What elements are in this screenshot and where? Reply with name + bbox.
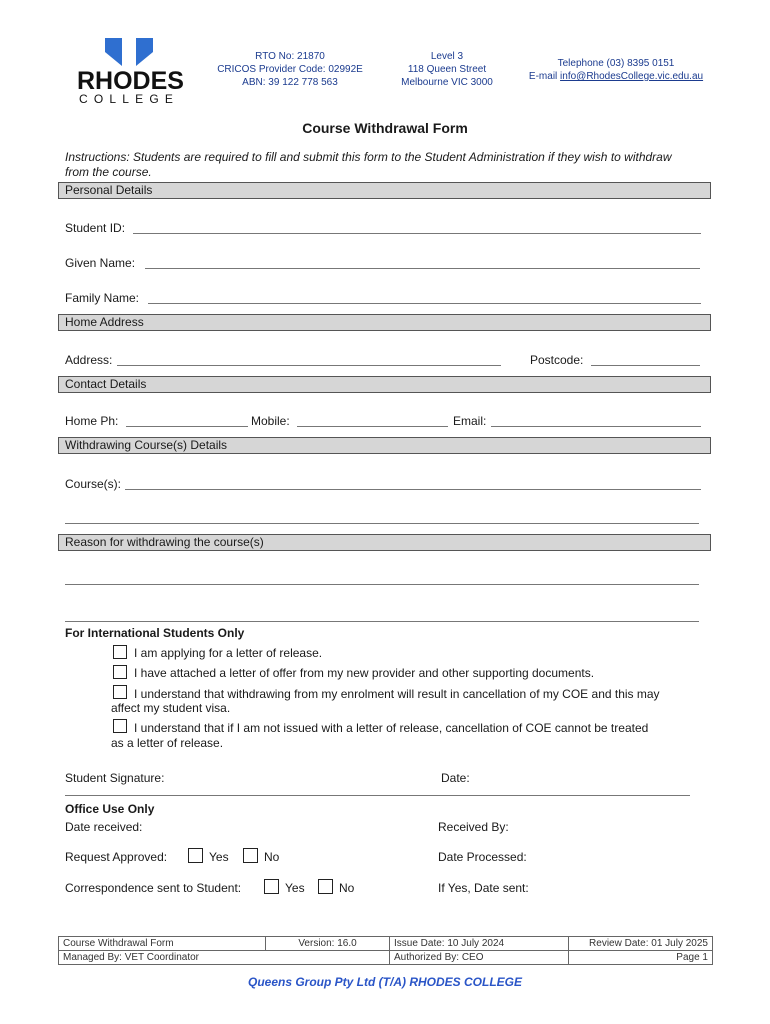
postcode-field[interactable] bbox=[591, 365, 700, 366]
mobile-field[interactable] bbox=[297, 426, 448, 427]
email-label: E-mail bbox=[528, 71, 561, 82]
signature-date-label: Date: bbox=[441, 771, 470, 785]
managed-by-cell: Managed By: VET Coordinator bbox=[59, 951, 390, 965]
option-coe-cancellation-cont: affect my student visa. bbox=[111, 701, 231, 715]
form-name-cell: Course Withdrawal Form bbox=[59, 937, 266, 951]
given-name-label: Given Name: bbox=[65, 256, 136, 270]
header-address bbox=[387, 50, 507, 89]
table-row bbox=[59, 951, 713, 965]
section-reason: Reason for withdrawing the course(s) bbox=[58, 534, 711, 551]
checkbox-coe-cancellation[interactable] bbox=[113, 685, 127, 699]
email-field[interactable] bbox=[491, 426, 701, 427]
logo-wordmark: RHODES bbox=[77, 67, 184, 95]
option-letter-of-release: I am applying for a letter of release. bbox=[134, 646, 323, 660]
option-no-letter-of-release-cont: as a letter of release. bbox=[111, 736, 224, 750]
approved-no-label: No bbox=[264, 850, 280, 864]
logo-mark-icon bbox=[102, 36, 158, 70]
correspondence-yes-label: Yes bbox=[285, 881, 305, 895]
section-home-address: Home Address bbox=[58, 314, 711, 331]
table-row bbox=[59, 937, 713, 951]
email-label: Email: bbox=[453, 414, 487, 428]
email-line bbox=[516, 70, 716, 83]
international-heading: For International Students Only bbox=[65, 626, 245, 640]
request-approved-label: Request Approved: bbox=[65, 850, 168, 864]
reason-field-line-2[interactable] bbox=[65, 621, 699, 622]
checkbox-approved-no[interactable] bbox=[243, 848, 258, 863]
checkbox-correspondence-yes[interactable] bbox=[264, 879, 279, 894]
student-id-field[interactable] bbox=[133, 233, 701, 234]
signature-field[interactable] bbox=[65, 795, 690, 796]
reason-field-line-1[interactable] bbox=[65, 584, 699, 585]
header-contact bbox=[516, 57, 716, 83]
authorized-by-cell: Authorized By: CEO bbox=[390, 951, 569, 965]
section-contact-details: Contact Details bbox=[58, 376, 711, 393]
received-by-label: Received By: bbox=[438, 820, 509, 834]
approved-yes-label: Yes bbox=[209, 850, 229, 864]
instructions: Instructions: Students are required to fill and submit this form to the Student Administration if they wish to withdraw from the course. bbox=[65, 150, 672, 179]
checkbox-letter-of-offer[interactable] bbox=[113, 665, 127, 679]
rto-number: RTO No: 21870 bbox=[255, 51, 325, 62]
checkbox-approved-yes[interactable] bbox=[188, 848, 203, 863]
review-date-cell: Review Date: 01 July 2025 bbox=[569, 937, 713, 951]
page-number-cell: Page 1 bbox=[569, 951, 713, 965]
checkbox-letter-of-release[interactable] bbox=[113, 645, 127, 659]
checkbox-no-letter-of-release[interactable] bbox=[113, 719, 127, 733]
option-no-letter-of-release: I understand that if I am not issued with a letter of release, cancellation of COE cannot be treated bbox=[134, 721, 649, 735]
cricos-code: CRICOS Provider Code: 02992E bbox=[217, 64, 363, 75]
address-label: Address: bbox=[65, 353, 113, 367]
version-cell: Version: 16.0 bbox=[266, 937, 390, 951]
telephone: Telephone (03) 8395 0151 bbox=[557, 58, 675, 69]
student-signature-label: Student Signature: bbox=[65, 771, 165, 785]
courses-field[interactable] bbox=[125, 489, 701, 490]
address-field[interactable] bbox=[117, 365, 501, 366]
mobile-label: Mobile: bbox=[251, 414, 290, 428]
document-control-table bbox=[58, 936, 713, 965]
correspondence-label: Correspondence sent to Student: bbox=[65, 881, 242, 895]
correspondence-no-label: No bbox=[339, 881, 355, 895]
section-personal-details: Personal Details bbox=[58, 182, 711, 199]
courses-label: Course(s): bbox=[65, 477, 122, 491]
given-name-field[interactable] bbox=[145, 268, 700, 269]
option-coe-cancellation: I understand that withdrawing from my enrolment will result in cancellation of my COE and this may bbox=[134, 687, 660, 701]
header-registration bbox=[210, 50, 370, 89]
rhodes-logo bbox=[74, 36, 186, 106]
issue-date-cell: Issue Date: 10 July 2024 bbox=[390, 937, 569, 951]
section-withdrawing-courses: Withdrawing Course(s) Details bbox=[58, 437, 711, 454]
date-processed-label: Date Processed: bbox=[438, 850, 527, 864]
home-phone-field[interactable] bbox=[126, 426, 248, 427]
logo-subtitle: COLLEGE bbox=[79, 92, 180, 106]
company-footer: Queens Group Pty Ltd (T/A) RHODES COLLEGE bbox=[247, 975, 522, 989]
form-title: Course Withdrawal Form bbox=[302, 120, 468, 136]
family-name-label: Family Name: bbox=[65, 291, 140, 305]
email-link[interactable]: info@RhodesCollege.vic.edu.au bbox=[560, 71, 704, 82]
courses-field-line-2[interactable] bbox=[65, 523, 699, 524]
option-letter-of-offer: I have attached a letter of offer from my new provider and other supporting documents. bbox=[134, 666, 595, 680]
postcode-label: Postcode: bbox=[530, 353, 584, 367]
address-level: Level 3 bbox=[430, 51, 464, 62]
checkbox-correspondence-no[interactable] bbox=[318, 879, 333, 894]
home-phone-label: Home Ph: bbox=[65, 414, 119, 428]
abn-number: ABN: 39 122 778 563 bbox=[242, 77, 338, 88]
date-received-label: Date received: bbox=[65, 820, 143, 834]
family-name-field[interactable] bbox=[148, 303, 701, 304]
student-id-label: Student ID: bbox=[65, 221, 126, 235]
office-use-heading: Office Use Only bbox=[65, 802, 155, 816]
address-street: 118 Queen Street bbox=[407, 64, 487, 75]
if-yes-date-sent-label: If Yes, Date sent: bbox=[438, 881, 529, 895]
address-city: Melbourne VIC 3000 bbox=[401, 77, 493, 88]
